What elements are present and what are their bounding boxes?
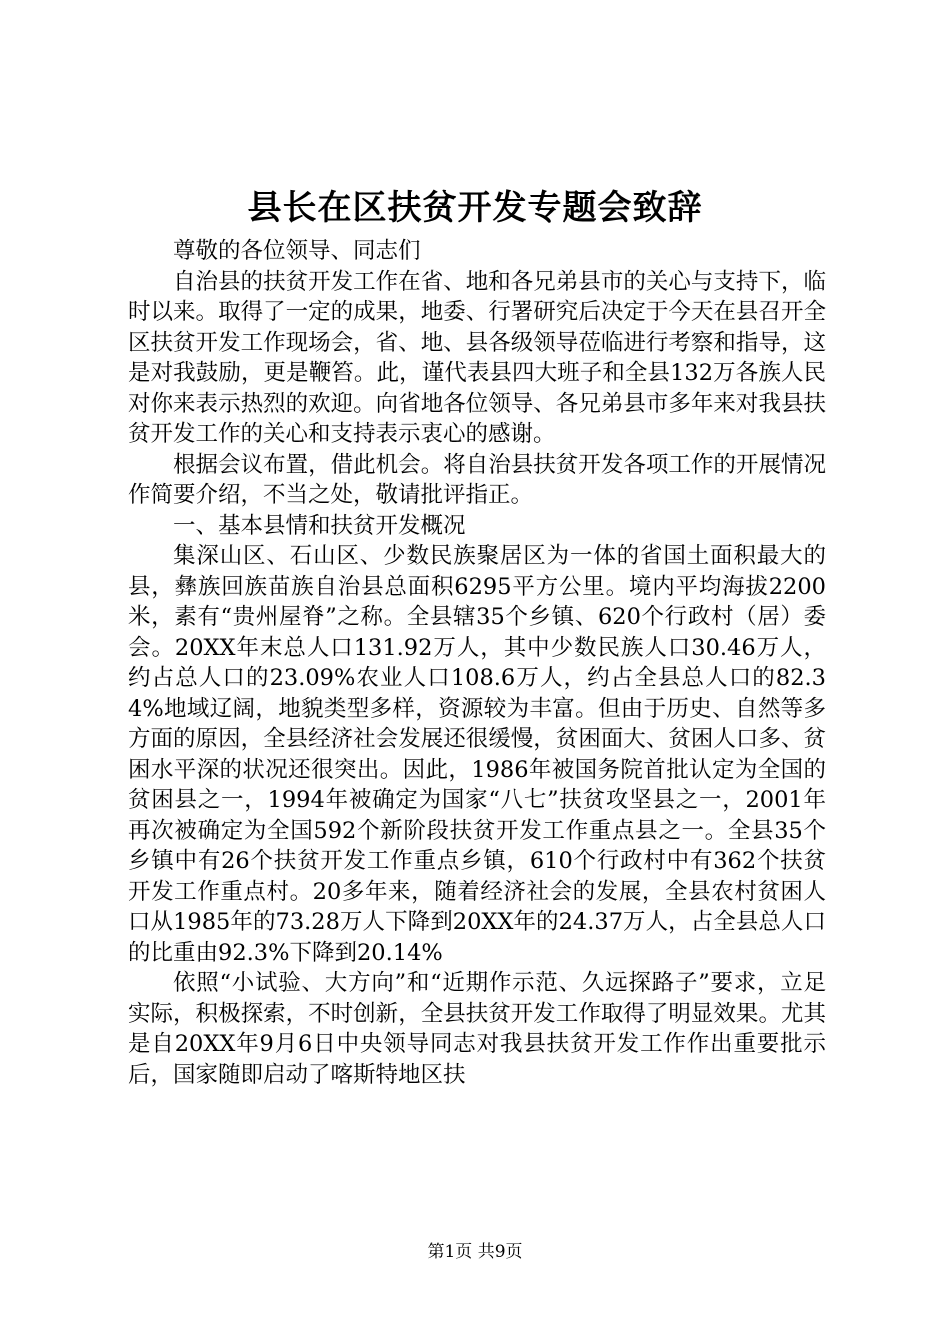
paragraph-poverty-work: 依照“小试验、大方向”和“近期作示范、久远探路子”要求，立足实际，积极探索，不时创新，全县扶贫开发工作取得了明显效果。尤其是自20XX年9月6日中央领导同志对我县扶贫开发工作作出重要批示后，国家随即启动了喀斯特地区扶 — [128, 970, 826, 1088]
paragraph-salutation: 尊敬的各位领导、同志们 — [173, 238, 421, 264]
paragraph-county-overview: 集深山区、石山区、少数民族聚居区为一体的省国土面积最大的县，彝族回族苗族自治县总面积6295平方公里。境内平均海拔2200米，素有“贵州屋脊”之称。全县辖35个乡镇、620个行政村（居）委会。20XX年末总人口131.92万人，其中少数民族人口30.46万人，约占总人口的23.09%农业人口108.6万人，约占全县总人口的82.34%地域辽阔，地貌类型多样，资源较为丰富。但由于历史、自然等多方面的原因，全县经济社会发展还很缓慢，贫困面大、贫困人口多、贫困水平深的状况还很突出。因此，1986年被国务院首批认定为全国的贫困县之一，1994年被确定为国家“八七”扶贫攻坚县之一，2001年再次被确定为全国592个新阶段扶贫开发工作重点县之一。全县35个乡镇中有26个扶贫开发工作重点乡镇，610个行政村中有362个扶贫开发工作重点村。20多年来，随着经济社会的发展，全县农村贫困人口从1985年的73.28万人下降到20XX年的24.37万人，占全县总人口的比重由92.3%下降到20.14% — [128, 543, 826, 966]
document-body — [128, 236, 826, 1090]
section-heading-1: 一、基本县情和扶贫开发概况 — [173, 512, 466, 539]
paragraph-opening: 自治县的扶贫开发工作在省、地和各兄弟县市的关心与支持下，临时以来。取得了一定的成果，地委、行署研究后决定于今天在县召开全区扶贫开发工作现场会，省、地、县各级领导莅临进行考察和指导，这是对我鼓励，更是鞭笞。此，谨代表县四大班子和全县132万各族人民对你来表示热烈的欢迎。向省地各位领导、各兄弟县市多年来对我县扶贫开发工作的关心和支持表示衷心的感谢。 — [128, 268, 826, 447]
document-title: 县长在区扶贫开发专题会致辞 — [247, 188, 703, 228]
paragraph-introduction: 根据会议布置，借此机会。将自治县扶贫开发各项工作的开展情况作简要介绍，不当之处，敬请批评指正。 — [128, 451, 826, 508]
page-number-footer: 第1页 共9页 — [427, 1242, 523, 1262]
